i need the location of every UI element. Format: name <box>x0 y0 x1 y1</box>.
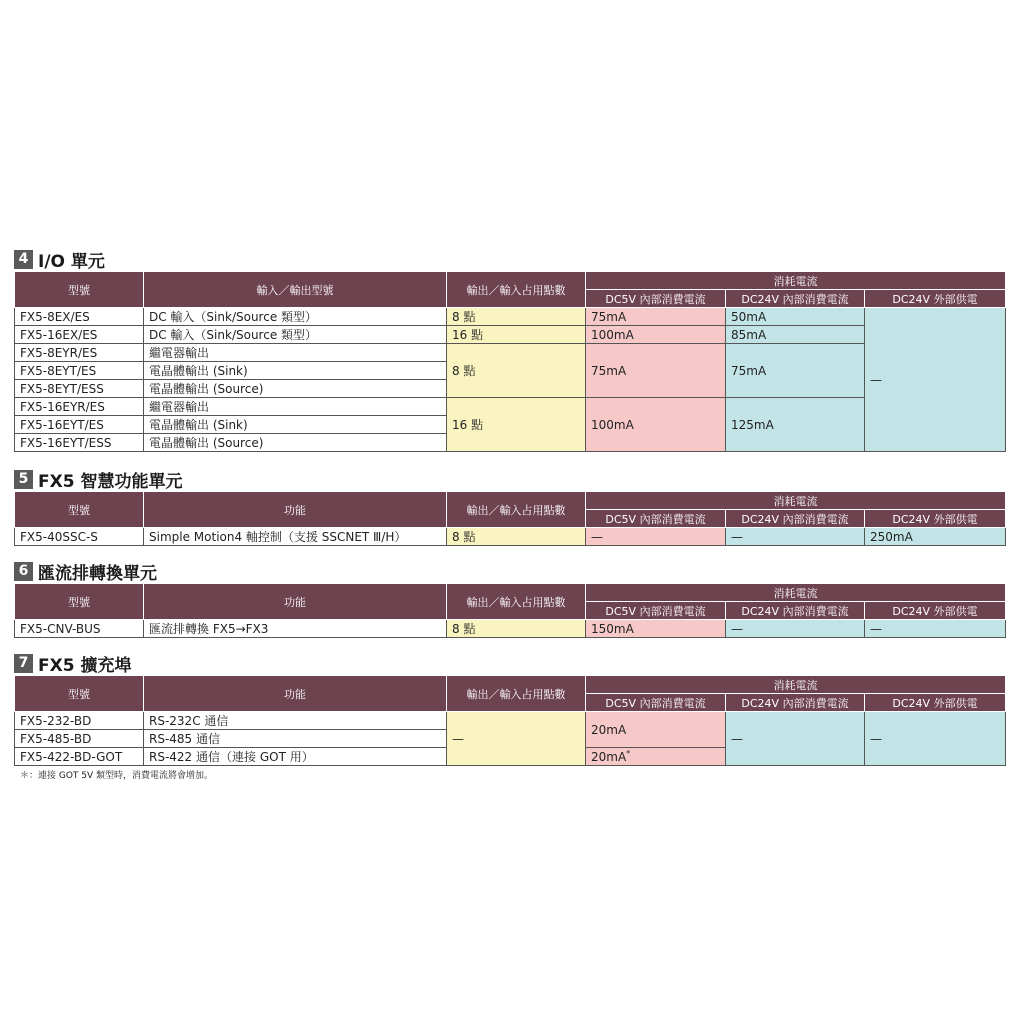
type-cell: 電晶體輸出 (Source) <box>144 380 447 398</box>
header-func: 功能 <box>144 492 447 528</box>
points-cell: — <box>447 712 586 766</box>
footnote: ＊：連接 GOT 5V 類型時，消費電流將會增加。 <box>20 771 214 781</box>
func-cell: RS-422 通信（連接 GOT 用） <box>144 748 447 766</box>
dc24-cell: 125mA <box>726 398 865 452</box>
header-model: 型號 <box>15 584 144 620</box>
type-cell: DC 輸入（Sink/Source 類型） <box>144 326 447 344</box>
header-dc5: DC5V 內部消費電流 <box>586 694 726 712</box>
header-ext: DC24V 外部供電 <box>865 694 1006 712</box>
ext-cell: — <box>865 308 1006 452</box>
table-row <box>15 620 1006 638</box>
table-row <box>15 528 1006 546</box>
section-number: 6 <box>14 562 33 581</box>
points-cell: 8 點 <box>447 344 586 398</box>
expansion-port-table <box>14 675 1006 766</box>
header-consume: 消耗電流 <box>586 492 1006 510</box>
model-cell: FX5-422-BD-GOT <box>15 748 144 766</box>
points-cell: 16 點 <box>447 398 586 452</box>
dc5-cell <box>586 748 726 766</box>
type-cell: 電晶體輸出 (Sink) <box>144 416 447 434</box>
dc24-cell: — <box>726 620 865 638</box>
dc5-value: 20mA <box>591 750 627 764</box>
ext-cell: — <box>865 620 1006 638</box>
section-title-intelligent-unit <box>14 468 182 490</box>
header-consume: 消耗電流 <box>586 584 1006 602</box>
intelligent-unit-table <box>14 491 1006 546</box>
model-cell: FX5-8EYT/ESS <box>15 380 144 398</box>
table-row <box>15 308 1006 326</box>
dc5-cell: 75mA <box>586 344 726 398</box>
table-row <box>15 326 1006 344</box>
header-dc24: DC24V 內部消費電流 <box>726 290 865 308</box>
header-points: 輸出／輸入占用點數 <box>447 492 586 528</box>
model-cell: FX5-40SSC-S <box>15 528 144 546</box>
model-cell: FX5-8EX/ES <box>15 308 144 326</box>
model-cell: FX5-8EYT/ES <box>15 362 144 380</box>
section-number: 4 <box>14 250 33 269</box>
ext-cell: 250mA <box>865 528 1006 546</box>
model-cell: FX5-232-BD <box>15 712 144 730</box>
header-model: 型號 <box>15 272 144 308</box>
section-title-text: 匯流排轉換單元 <box>38 563 157 584</box>
table-row <box>15 398 1006 416</box>
header-dc5: DC5V 內部消費電流 <box>586 510 726 528</box>
header-consume: 消耗電流 <box>586 676 1006 694</box>
dc24-cell: 85mA <box>726 326 865 344</box>
dc24-cell: — <box>726 528 865 546</box>
io-unit-table <box>14 271 1006 452</box>
header-dc24: DC24V 內部消費電流 <box>726 510 865 528</box>
header-dc5: DC5V 內部消費電流 <box>586 290 726 308</box>
type-cell: 電晶體輸出 (Source) <box>144 434 447 452</box>
ext-cell: — <box>865 712 1006 766</box>
section-title-text: I/O 單元 <box>38 251 105 272</box>
type-cell: DC 輸入（Sink/Source 類型） <box>144 308 447 326</box>
section-title-io-unit <box>14 248 105 270</box>
dc5-cell: 20mA <box>586 712 726 748</box>
dc5-cell: 75mA <box>586 308 726 326</box>
section-title-text: FX5 擴充埠 <box>38 655 132 676</box>
type-cell: 繼電器輸出 <box>144 398 447 416</box>
bus-conversion-table <box>14 583 1006 638</box>
func-cell: 匯流排轉換 FX5→FX3 <box>144 620 447 638</box>
points-cell: 16 點 <box>447 326 586 344</box>
table-row <box>15 712 1006 730</box>
dc24-cell: — <box>726 712 865 766</box>
model-cell: FX5-16EX/ES <box>15 326 144 344</box>
header-type: 輸入／輸出型號 <box>144 272 447 308</box>
func-cell: RS-485 通信 <box>144 730 447 748</box>
dc5-cell: 150mA <box>586 620 726 638</box>
func-cell: RS-232C 通信 <box>144 712 447 730</box>
section-number: 7 <box>14 654 33 673</box>
header-ext: DC24V 外部供電 <box>865 510 1006 528</box>
model-cell: FX5-485-BD <box>15 730 144 748</box>
table-row <box>15 344 1006 362</box>
model-cell: FX5-16EYT/ESS <box>15 434 144 452</box>
model-cell: FX5-16EYT/ES <box>15 416 144 434</box>
section-title-expansion-port <box>14 652 131 674</box>
dc5-cell: — <box>586 528 726 546</box>
points-cell: 8 點 <box>447 308 586 326</box>
header-consume: 消耗電流 <box>586 272 1006 290</box>
footnote-mark: * <box>626 749 631 758</box>
points-cell: 8 點 <box>447 620 586 638</box>
func-cell: Simple Motion4 軸控制（支援 SSCNET Ⅲ/H） <box>144 528 447 546</box>
header-model: 型號 <box>15 676 144 712</box>
type-cell: 電晶體輸出 (Sink) <box>144 362 447 380</box>
type-cell: 繼電器輸出 <box>144 344 447 362</box>
model-cell: FX5-CNV-BUS <box>15 620 144 638</box>
header-ext: DC24V 外部供電 <box>865 602 1006 620</box>
header-dc24: DC24V 內部消費電流 <box>726 694 865 712</box>
header-func: 功能 <box>144 676 447 712</box>
dc5-cell: 100mA <box>586 326 726 344</box>
header-dc24: DC24V 內部消費電流 <box>726 602 865 620</box>
section-number: 5 <box>14 470 33 489</box>
section-title-text: FX5 智慧功能單元 <box>38 471 183 492</box>
header-points: 輸出／輸入占用點數 <box>447 676 586 712</box>
header-model: 型號 <box>15 492 144 528</box>
header-func: 功能 <box>144 584 447 620</box>
dc24-cell: 75mA <box>726 344 865 398</box>
model-cell: FX5-16EYR/ES <box>15 398 144 416</box>
dc24-cell: 50mA <box>726 308 865 326</box>
header-ext: DC24V 外部供電 <box>865 290 1006 308</box>
header-points: 輸出／輸入占用點數 <box>447 584 586 620</box>
points-cell: 8 點 <box>447 528 586 546</box>
dc5-cell: 100mA <box>586 398 726 452</box>
model-cell: FX5-8EYR/ES <box>15 344 144 362</box>
header-dc5: DC5V 內部消費電流 <box>586 602 726 620</box>
section-title-bus-conversion <box>14 560 157 582</box>
header-points: 輸出／輸入占用點數 <box>447 272 586 308</box>
